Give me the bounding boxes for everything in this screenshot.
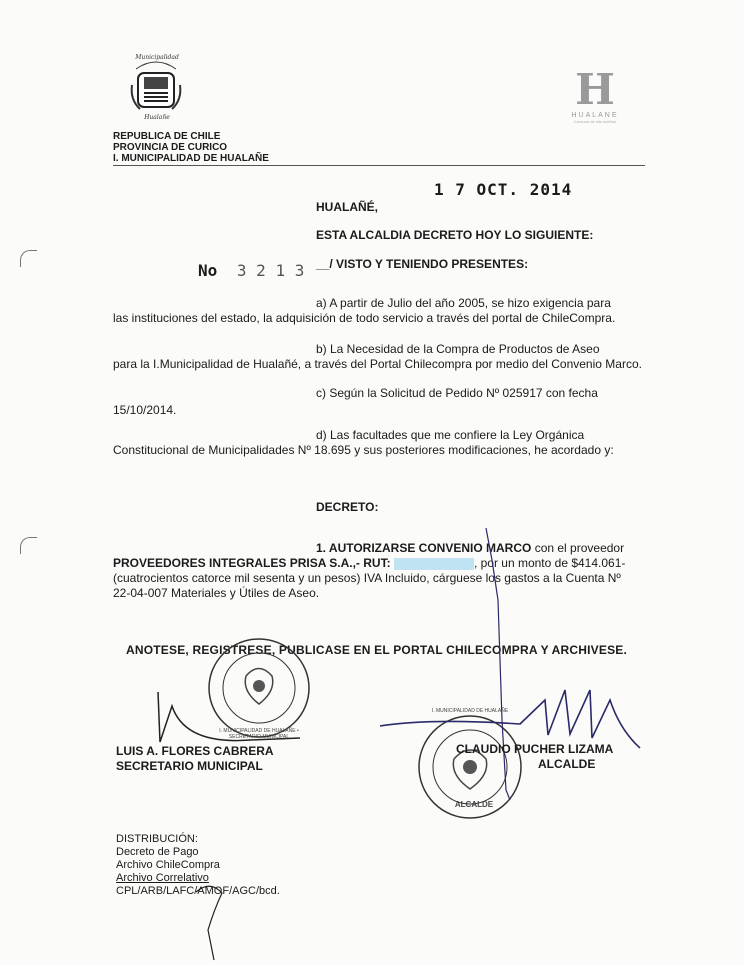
header-municipalidad: I. MUNICIPALIDAD DE HUALAÑE — [113, 153, 269, 164]
distribution-item: CPL/ARB/LAFC/AMOF/AGC/bcd. — [116, 885, 280, 897]
secretary-seal-ring-text: I. MUNICIPALIDAD DE HUALAÑE • SECRETARIO MUNICIPAL — [219, 728, 299, 740]
distribution-item: Decreto de Pago — [116, 846, 199, 858]
article-1-line3: (cuatrocientos catorce mil sesenta y un pesos) IVA Incluido, cárguese los gastos a la Cuenta Nº — [113, 571, 621, 585]
signature-left-title: SECRETARIO MUNICIPAL — [116, 759, 263, 773]
crest-top-text: Municipalidad — [135, 54, 179, 61]
decreto-label: DECRETO: — [316, 500, 379, 514]
decree-heading: ESTA ALCALDIA DECRETO HOY LO SIGUIENTE: — [316, 228, 594, 242]
header-provincia: PROVINCIA DE CURICO — [113, 142, 228, 153]
consideration-a-first: a) A partir de Julio del año 2005, se hizo exigencia para — [316, 296, 611, 310]
consideration-d-rest: Constitucional de Municipalidades Nº 18.695 y sus posteriores modificaciones, he acordado y: — [113, 443, 614, 457]
number-prefix: No — [198, 261, 218, 280]
signature-left — [116, 744, 274, 774]
margin-mark — [20, 537, 37, 554]
consideration-d-first: d) Las facultades que me confiere la Ley Orgánica — [316, 428, 585, 442]
header-republica: REPUBLICA DE CHILE — [113, 131, 221, 142]
alcalde-seal-bottom: ALCALDE — [454, 800, 494, 809]
consideration-c-rest: 15/10/2014. — [113, 403, 177, 417]
consideration-b-first: b) La Necesidad de la Compra de Productos de Aseo — [316, 342, 600, 356]
closing-statement: ANOTESE, REGISTRESE, PUBLICASE EN EL PORTAL CHILECOMPRA Y ARCHIVESE. — [126, 643, 628, 657]
signature-left-name: LUIS A. FLORES CABRERA — [116, 744, 274, 758]
alcalde-seal-ring-text: I. MUNICIPALIDAD DE HUALAÑE — [431, 708, 509, 714]
distribution-title: DISTRIBUCIÓN: — [116, 833, 198, 845]
article-1-amount: , por un monto de $414.061- — [473, 556, 626, 570]
crest-bottom-text: Hualañe — [144, 114, 170, 121]
distribution-item: Archivo ChileCompra — [116, 859, 220, 871]
consideration-b-rest: para la I.Municipalidad de Hualañé, a través del Portal Chilecompra por medio del Convenio Marco. — [113, 357, 642, 371]
logo-tagline: Comuna de mis sueños — [573, 119, 617, 124]
signature-right-title: ALCALDE — [538, 757, 596, 771]
article-1-lead: 1. AUTORIZARSE CONVENIO MARCO — [316, 541, 532, 555]
visto-heading: __/ VISTO Y TENIENDO PRESENTES: — [316, 257, 529, 271]
article-1-lead-tail: con el proveedor — [531, 541, 625, 555]
date-stamp: 1 7 OCT. 2014 — [434, 180, 573, 199]
consideration-a-rest: las instituciones del estado, la adquisición de todo servicio a través del portal de ChileCompra. — [113, 311, 616, 325]
article-1-provider: PROVEEDORES INTEGRALES PRISA S.A.,- RUT: — [113, 556, 391, 570]
distribution-item: Archivo Correlativo — [116, 872, 209, 884]
margin-mark — [20, 250, 37, 267]
signature-right — [456, 742, 613, 772]
logo-letter: H — [575, 65, 615, 114]
consideration-c-first: c) Según la Solicitud de Pedido Nº 025917 con fecha — [316, 386, 598, 400]
article-1-line4: 22-04-007 Materiales y Útiles de Aseo. — [113, 586, 320, 600]
place-label: HUALAÑÉ, — [316, 200, 378, 214]
distribution-block — [116, 833, 280, 898]
number-value: 3 2 1 3 — [236, 261, 305, 280]
logo-name: HUALANE — [571, 112, 619, 119]
signature-right-name: CLAUDIO PUCHER LIZAMA — [456, 742, 614, 756]
